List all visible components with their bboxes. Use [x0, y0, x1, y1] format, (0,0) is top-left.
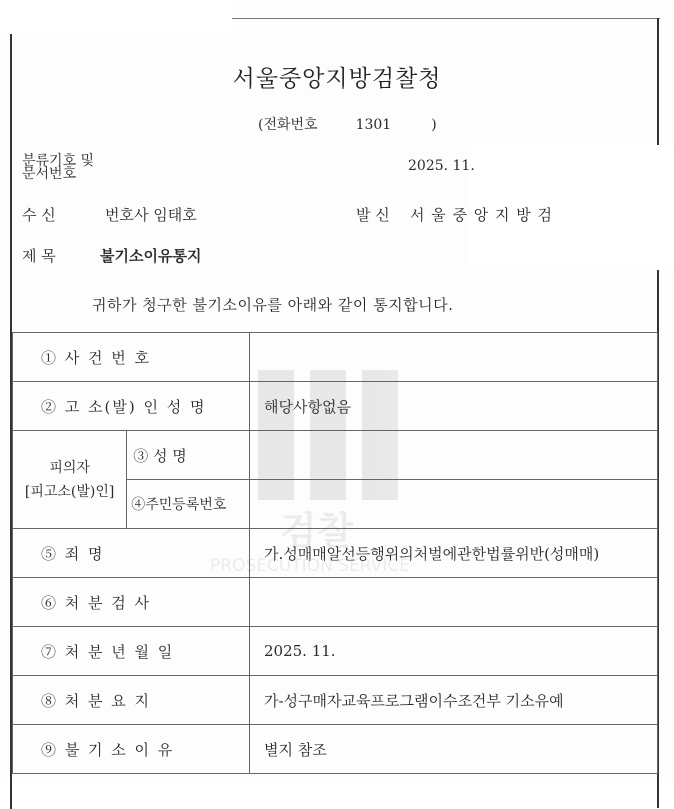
recipient-value: 번호사 임태호: [105, 206, 197, 224]
recipient-label: 수 신: [22, 206, 56, 224]
crime-value: 가.성매매알선등행위의처벌에관한법률위반(성매매): [250, 529, 658, 578]
watermark-subtext: PROSECUTION SERVICE: [210, 556, 410, 576]
complainant-value: 해당사항없음: [250, 382, 658, 431]
phone-number: 1301: [355, 117, 392, 133]
intro-text: 귀하가 청구한 불기소이유를 아래와 같이 통지합니다.: [92, 296, 454, 314]
reason-value: 별지 참조: [250, 725, 658, 774]
suspect-group-label: [13, 431, 127, 529]
disposal-summary-label: ⑧ 처 분 요 지: [13, 676, 250, 725]
rrn-value: [250, 480, 658, 529]
sender-label: 발 신: [356, 206, 390, 224]
reason-label: ⑨ 불 기 소 이 유: [13, 725, 250, 774]
phone-line: [258, 114, 437, 134]
table-row: [13, 676, 658, 725]
table-row: [13, 529, 658, 578]
doc-no-label-line2: 문서번호: [22, 166, 77, 182]
name-value: [250, 431, 658, 480]
phone-prefix: (전화번호: [258, 117, 318, 133]
suspect-group-line2: [피고소(발)인]: [24, 483, 115, 500]
sender-value: 서 울 중 앙 지 방 검: [410, 206, 554, 224]
crime-label: ⑤ 죄 명: [13, 529, 250, 578]
doc-no-label-line1: 분류기호 및: [22, 153, 95, 169]
redaction-top-left: [0, 0, 232, 34]
disposal-summary-value: 가-성구매자교육프로그램이수조건부 기소유예: [250, 676, 658, 725]
notice-table: [12, 332, 658, 774]
phone-close: ): [431, 117, 437, 133]
doc-no-label: [22, 155, 94, 181]
table-row: [13, 725, 658, 774]
subject-value: 불기소이유통지: [100, 247, 202, 265]
table-row: [13, 333, 658, 382]
name-label: ③ 성 명: [127, 431, 250, 480]
case-no-value: [250, 333, 658, 382]
rrn-label: ④주민등록번호: [127, 480, 250, 529]
prosecutor-label: ⑥ 처 분 검 사: [13, 578, 250, 627]
org-title: 서울중앙지방검찰청: [232, 66, 442, 92]
table-row: [13, 431, 658, 480]
table-row: [13, 627, 658, 676]
complainant-label: ② 고 소(발) 인 성 명: [13, 382, 250, 431]
case-no-label: ① 사 건 번 호: [13, 333, 250, 382]
disposal-date-label: ⑦ 처 분 년 월 일: [13, 627, 250, 676]
suspect-group-line1: 피의자: [49, 459, 90, 476]
watermark-text: 검찰: [280, 508, 354, 553]
table-row: [13, 382, 658, 431]
table-row: [13, 578, 658, 627]
subject-label: 제 목: [22, 247, 56, 265]
disposal-date-value: 2025. 11.: [250, 627, 658, 676]
prosecutor-value: [250, 578, 658, 627]
document-date: 2025. 11.: [408, 158, 475, 174]
